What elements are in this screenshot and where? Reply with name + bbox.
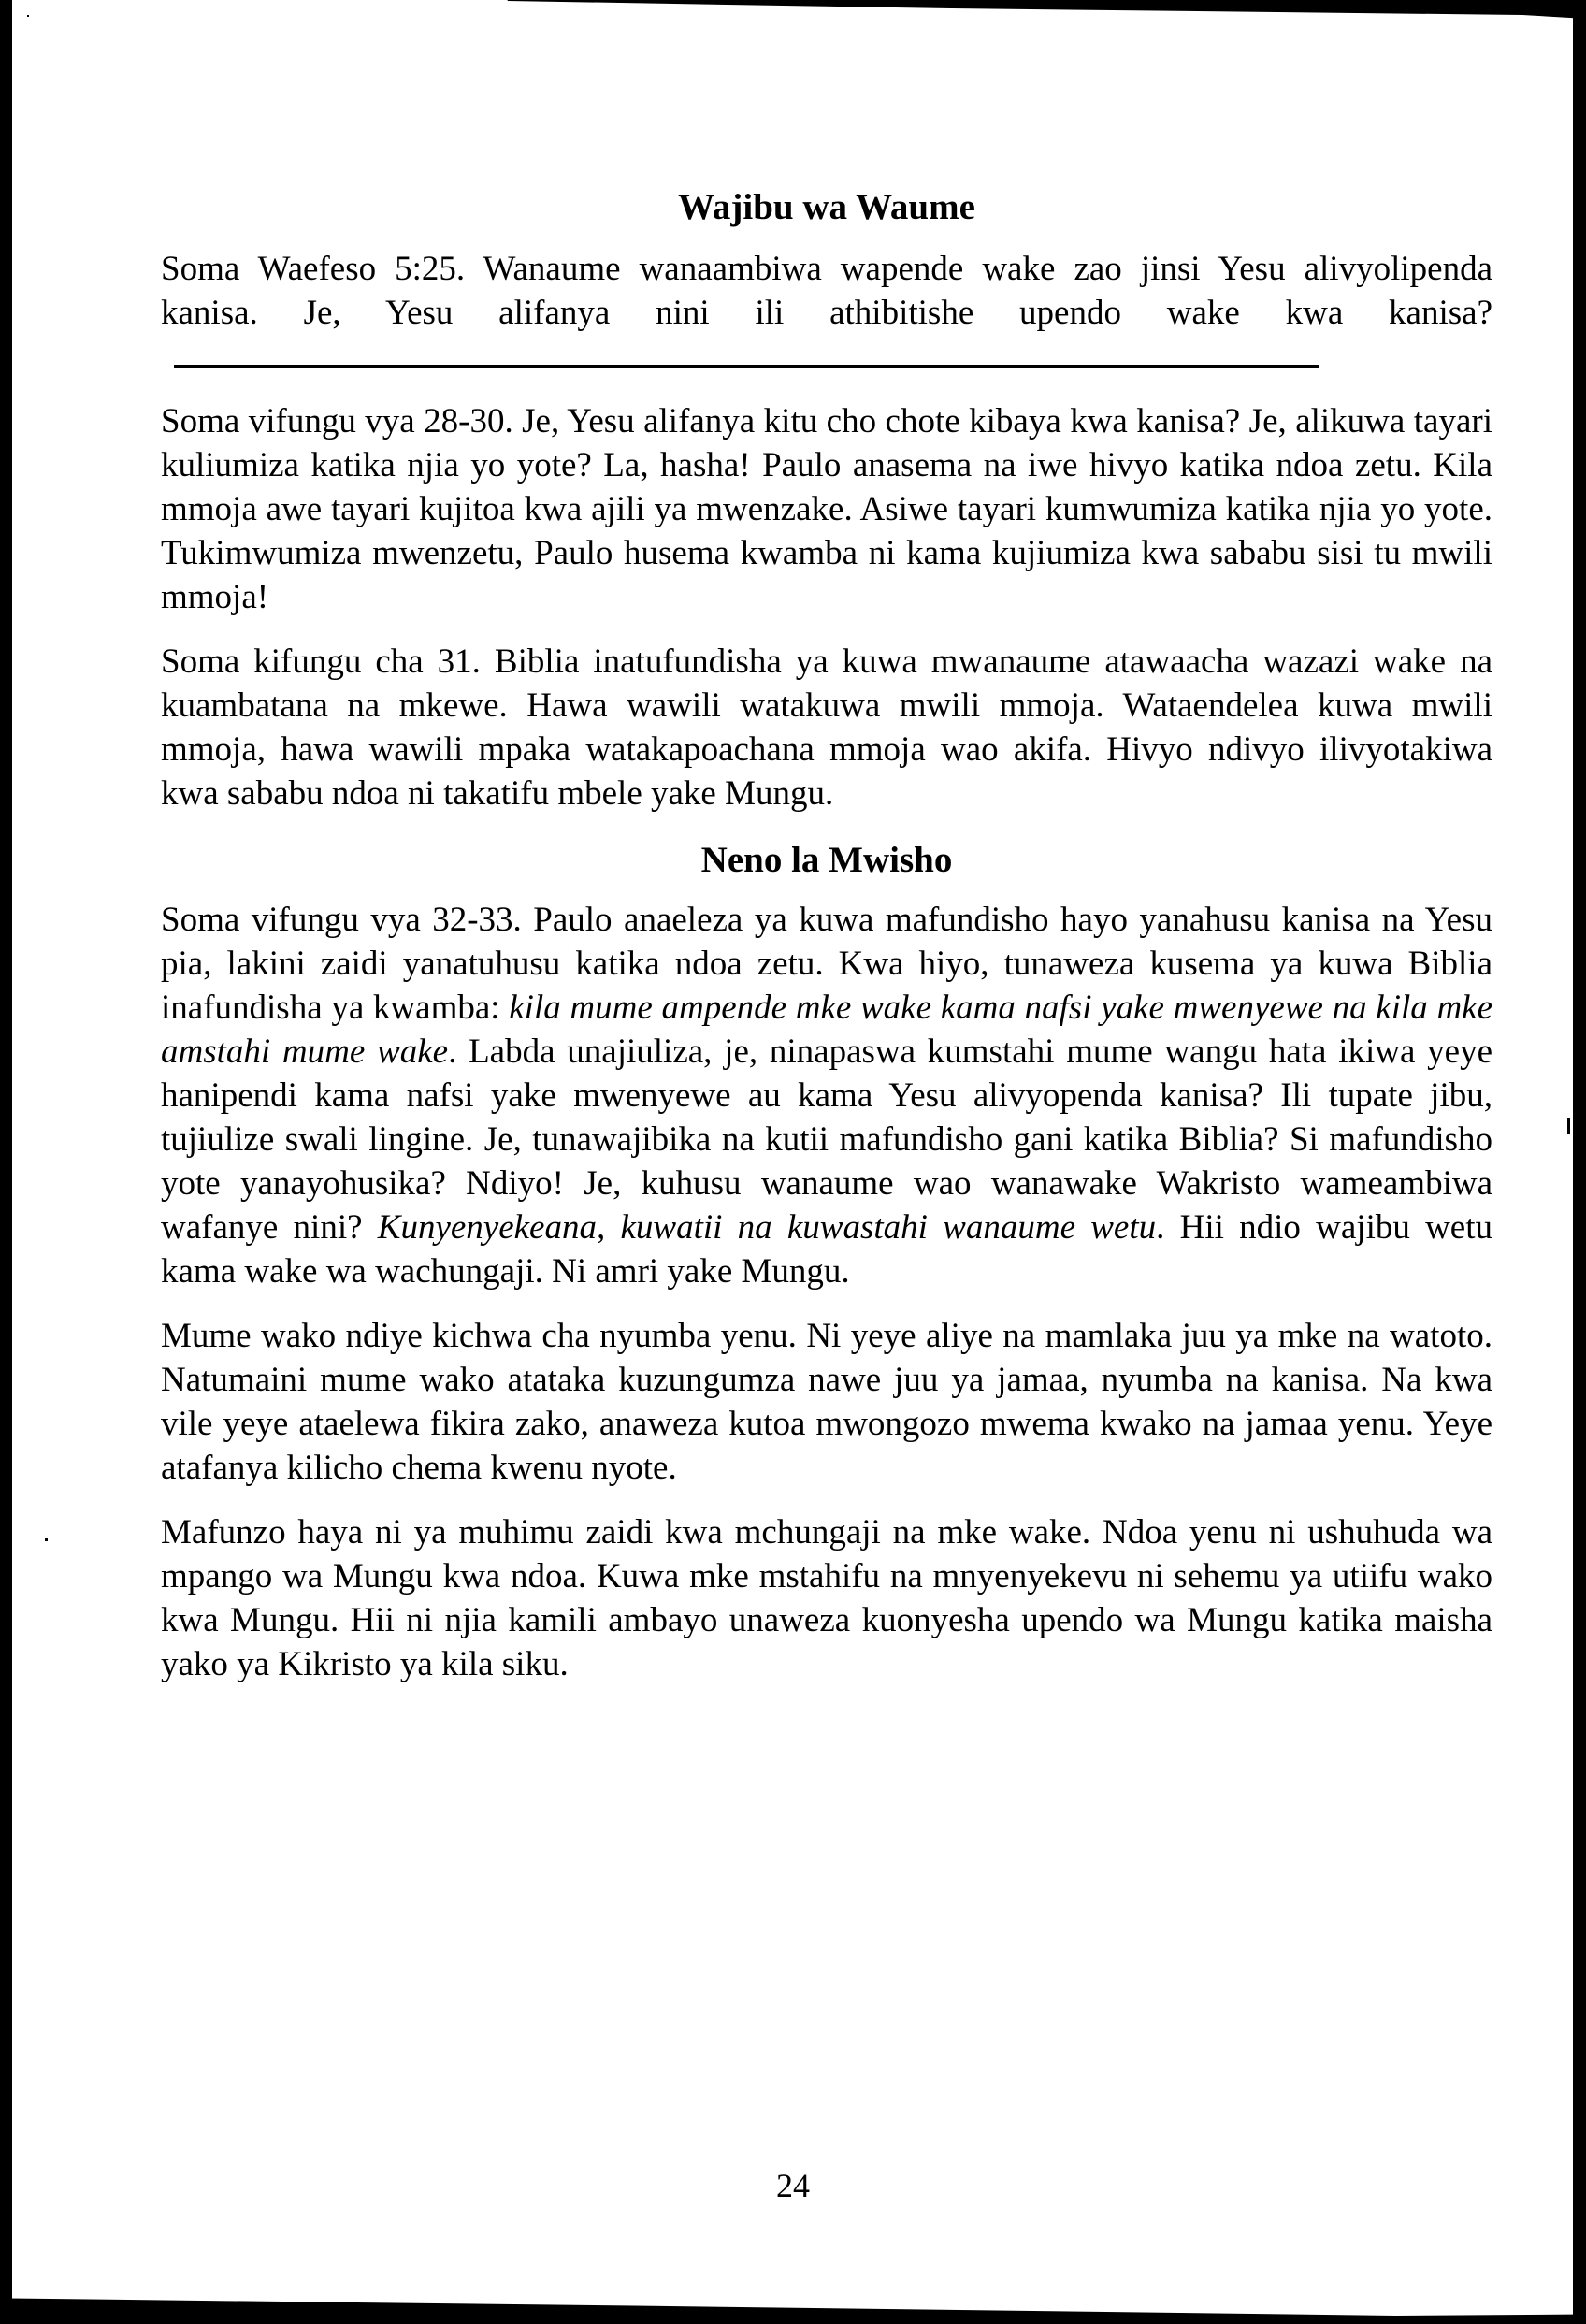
page-number: 24 bbox=[776, 2167, 810, 2204]
paragraph-text: . Hii ndio wajibu wetu kama wake wa wachungaji. Ni amri yake Mungu. bbox=[161, 1208, 1493, 1291]
paragraph-mume-wako: Mume wako ndiye kichwa cha nyumba yenu. Ni yeye aliye na mamlaka juu ya mke na watoto. Natumaini mume wako atataka kuzungumza nawe juu ya jamaa, nyumba na kanisa. Na kwa vile yeye ataelewa fikira zako, anaweza kutoa mwongozo mwema kwako na jamaa yenu. Yeye atafanya kilicho chema kwenu nyote. bbox=[161, 1317, 1492, 1487]
italic-answer: Kunyenyekeana, kuwatii na kuwastahi wanaume wetu bbox=[377, 1208, 1157, 1247]
paragraph-mafunzo-haya: Mafunzo haya ni ya muhimu zaidi kwa mchungaji na mke wake. Ndoa yenu ni ushuhuda wa mpango wa Mungu kwa ndoa. Kuwa mke mstahifu na mnyenyekevu ni sehemu ya utiifu wako kwa Mungu. Hii ni njia kamili ambayo unaweza kuonyesha upendo wa Mungu katika maisha yako ya Kikristo ya kila siku. bbox=[161, 1513, 1492, 1683]
section-heading-wajibu-wa-waume: Wajibu wa Waume bbox=[678, 187, 975, 227]
paragraph-text: Soma vifungu vya 32-33. Paulo anaeleza ya kuwa mafundisho hayo yanahusu kanisa na Yesu pia, lakini zaidi yanatuhusu katika ndoa zetu. Kwa hiyo, tunaweza kusema ya kuwa Biblia inafundisha ya kwamba: bbox=[161, 901, 1492, 1027]
scan-mark bbox=[1567, 1118, 1570, 1134]
paragraph-text: . Labda unajiuliza, je, ninapaswa kumstahi mume wangu hata ikiwa yeye hanipendi kama nafsi yake mwenyewe au kama Yesu alivyopenda kanisa? Ili tupate jibu, tujiulize swali lingine. Je, tunawajibika na kutii mafundisho gani katika Biblia? Si mafundisho yote yanayohusika? Ndiyo! Je, kuhusu wanaume wao wanawake Wakristo wameambiwa wafanye nini? bbox=[161, 1032, 1492, 1247]
scan-border-top bbox=[0, 0, 1586, 19]
scan-border-left bbox=[0, 0, 12, 2324]
paragraph-vifungu-28-30: Soma vifungu vya 28-30. Je, Yesu alifanya kitu cho chote kibaya kwa kanisa? Je, alikuwa tayari kuliumiza katika njia yo yote? La, hasha! Paulo anasema na iwe hivyo katika ndoa zetu. Kila mmoja awe tayari kujitoa kwa ajili ya mwenzake. Asiwe tayari kumwumiza katika njia yo yote. Tukimwumiza mwenzetu, Paulo husema kwamba ni kama kujiumiza kwa sababu sisi tu mwili mmoja! bbox=[161, 402, 1492, 616]
paragraph-text: Soma Waefeso 5:25. Wanaume wanaambiwa wapende wake zao jinsi Yesu alivyolipenda kanisa. Je, Yesu alifanya nini ili athibitishe upendo wake kwa kanisa? bbox=[161, 250, 1492, 332]
paragraph-waefeso-5-25 bbox=[161, 247, 1492, 379]
paragraph-vifungu-32-33 bbox=[161, 898, 1492, 1293]
italic-quote-scripture: kila mume ampende mke wake kama nafsi yake mwenyewe na kila mke amstahi mume wake bbox=[161, 989, 1493, 1071]
section-heading-neno-la-mwisho: Neno la Mwisho bbox=[700, 840, 953, 880]
paragraph-kifungu-31: Soma kifungu cha 31. Biblia inatufundisha ya kuwa mwanaume atawaacha wazazi wake na kuambatana na mkewe. Hawa wawili watakuwa mwili mmoja. Wataendelea kuwa mwili mmoja, hawa wawili mpaka watakapoachana mmoja wao akifa. Hivyo ndivyo ilivyotakiwa kwa sababu ndoa ni takatifu mbele yake Mungu. bbox=[161, 642, 1492, 813]
scan-border-bottom bbox=[0, 2296, 1586, 2324]
answer-blank-line[interactable] bbox=[174, 365, 1319, 368]
scan-border-right bbox=[1573, 0, 1586, 2324]
scan-speck bbox=[27, 15, 29, 17]
page-content bbox=[161, 183, 1492, 1707]
scan-speck bbox=[45, 1538, 48, 1541]
